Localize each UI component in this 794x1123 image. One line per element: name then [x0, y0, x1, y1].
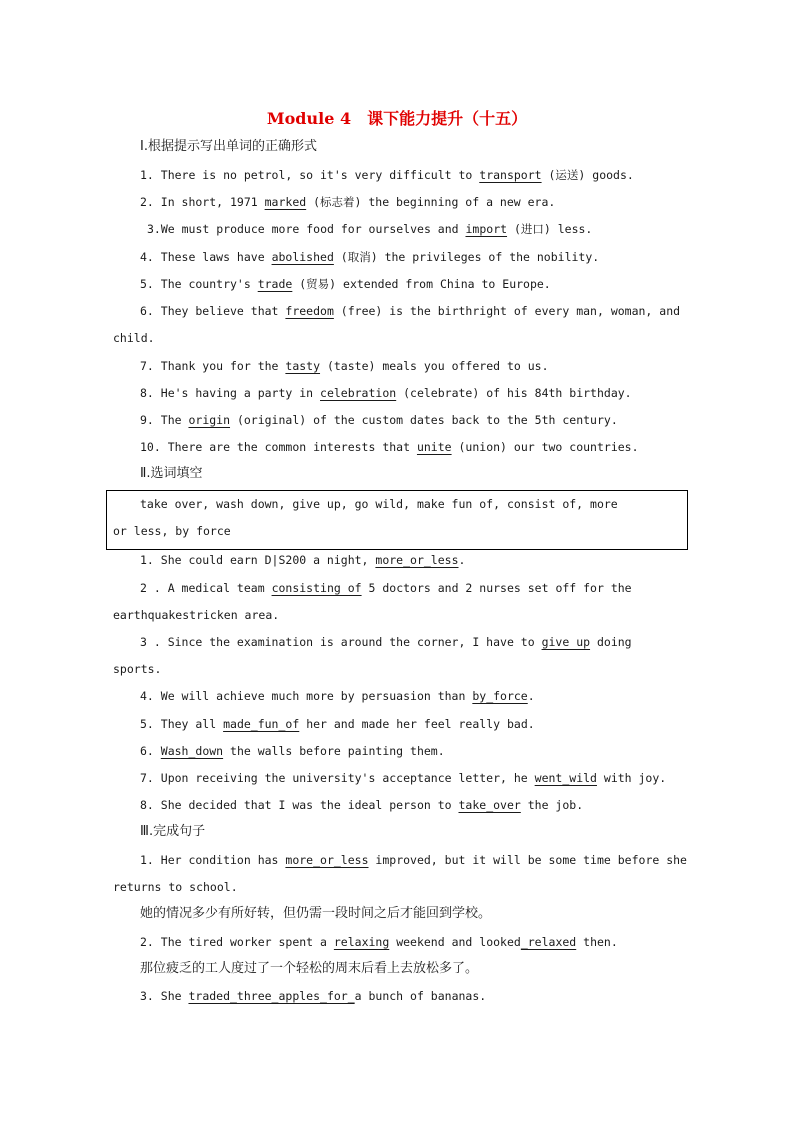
s1-item-4: 4. These laws have abolished (取消) the privileges of the nobility.: [140, 250, 600, 264]
page-title: Module 4 课下能力提升（十五）: [266, 109, 528, 128]
s1-item-6: 6. They believe that freedom (free) is the birthright of every man, woman, and: [140, 304, 681, 318]
answer-blank: take_over: [458, 798, 521, 812]
section-3-heading: Ⅲ.完成句子: [140, 824, 206, 839]
s3-item-1-translation: 她的情况多少有所好转，但仍需一段时间之后才能回到学校。: [140, 906, 492, 921]
answer-blank: give up: [541, 635, 591, 649]
s2-item-6: 6. Wash_down the walls before painting them.: [140, 744, 445, 758]
s1-item-2: 2. In short, 1971 marked (标志着) the beginning of a new era.: [140, 195, 556, 209]
s2-item-1: 1. She could earn D|S200 a night, more_or_less.: [140, 553, 466, 567]
s2-item-2: 2 . A medical team consisting of 5 doctors and 2 nurses set off for the: [140, 581, 632, 595]
s1-item-9: 9. The origin (original) of the custom dates back to the 5th century.: [140, 413, 618, 427]
answer-blank: import: [465, 222, 508, 236]
answer-blank: _relaxed: [520, 935, 577, 949]
word-bank-line-1: take over, wash down, give up, go wild, make fun of, consist of, more: [140, 497, 618, 511]
s2-item-2-cont: earthquakestricken area.: [113, 608, 280, 622]
answer-blank: trade: [257, 277, 293, 291]
s1-item-5: 5. The country's trade (贸易) extended from China to Europe.: [140, 277, 551, 291]
answer-blank: went_wild: [534, 771, 597, 785]
answer-blank: abolished: [271, 250, 334, 264]
section-1-heading: Ⅰ.根据提示写出单词的正确形式: [140, 139, 317, 154]
s1-item-10: 10. There are the common interests that unite (union) our two countries.: [140, 440, 639, 454]
word-bank-line-2: or less, by force: [113, 524, 231, 538]
answer-blank: by_force: [472, 689, 528, 703]
s3-item-2-translation: 那位疲乏的工人度过了一个轻松的周末后看上去放松多了。: [140, 961, 479, 976]
answer-blank: celebration: [320, 386, 397, 400]
answer-blank: Wash_down: [160, 744, 224, 758]
answer-blank: freedom: [285, 304, 334, 318]
s1-item-6-cont: child.: [113, 331, 155, 345]
answer-blank: transport: [479, 168, 542, 182]
s1-item-3: 3.We must produce more food for ourselves and import (进口) less.: [147, 222, 593, 236]
s3-item-1: 1. Her condition has more_or_less improved, but it will be some time before she: [140, 853, 687, 867]
s1-item-7: 7. Thank you for the tasty (taste) meals you offered to us.: [140, 359, 549, 373]
s2-item-8: 8. She decided that I was the ideal person to take_over the job.: [140, 798, 584, 812]
answer-blank: marked: [264, 195, 307, 209]
answer-blank: relaxing: [333, 935, 390, 949]
s2-item-3: 3 . Since the examination is around the corner, I have to give up doing: [140, 635, 632, 649]
s2-item-5: 5. They all made_fun_of her and made her feel really bad.: [140, 717, 535, 731]
section-2-heading: Ⅱ.选词填空: [140, 466, 203, 481]
answer-blank: consisting of: [271, 581, 362, 595]
answer-blank: more_or_less: [375, 553, 459, 567]
s1-item-8: 8. He's having a party in celebration (celebrate) of his 84th birthday.: [140, 386, 632, 400]
answer-blank: unite: [416, 440, 452, 454]
answer-blank: origin: [188, 413, 231, 427]
s3-item-3: 3. She traded_three_apples_for_a bunch of bananas.: [140, 989, 487, 1003]
s2-item-4: 4. We will achieve much more by persuasion than by_force.: [140, 689, 535, 703]
s2-item-7: 7. Upon receiving the university's acceptance letter, he went_wild with joy.: [140, 771, 667, 785]
s3-item-2: 2. The tired worker spent a relaxing weekend and looked_relaxed then.: [140, 935, 618, 949]
answer-blank: tasty: [285, 359, 321, 373]
answer-blank: made_fun_of: [223, 717, 300, 731]
answer-blank: traded_three_apples_for_: [188, 989, 355, 1003]
answer-blank: more_or_less: [285, 853, 369, 867]
s2-item-3-cont: sports.: [113, 662, 162, 676]
s3-item-1-cont: returns to school.: [113, 880, 238, 894]
s1-item-1: 1. There is no petrol, so it's very difficult to transport (运送) goods.: [140, 168, 634, 182]
